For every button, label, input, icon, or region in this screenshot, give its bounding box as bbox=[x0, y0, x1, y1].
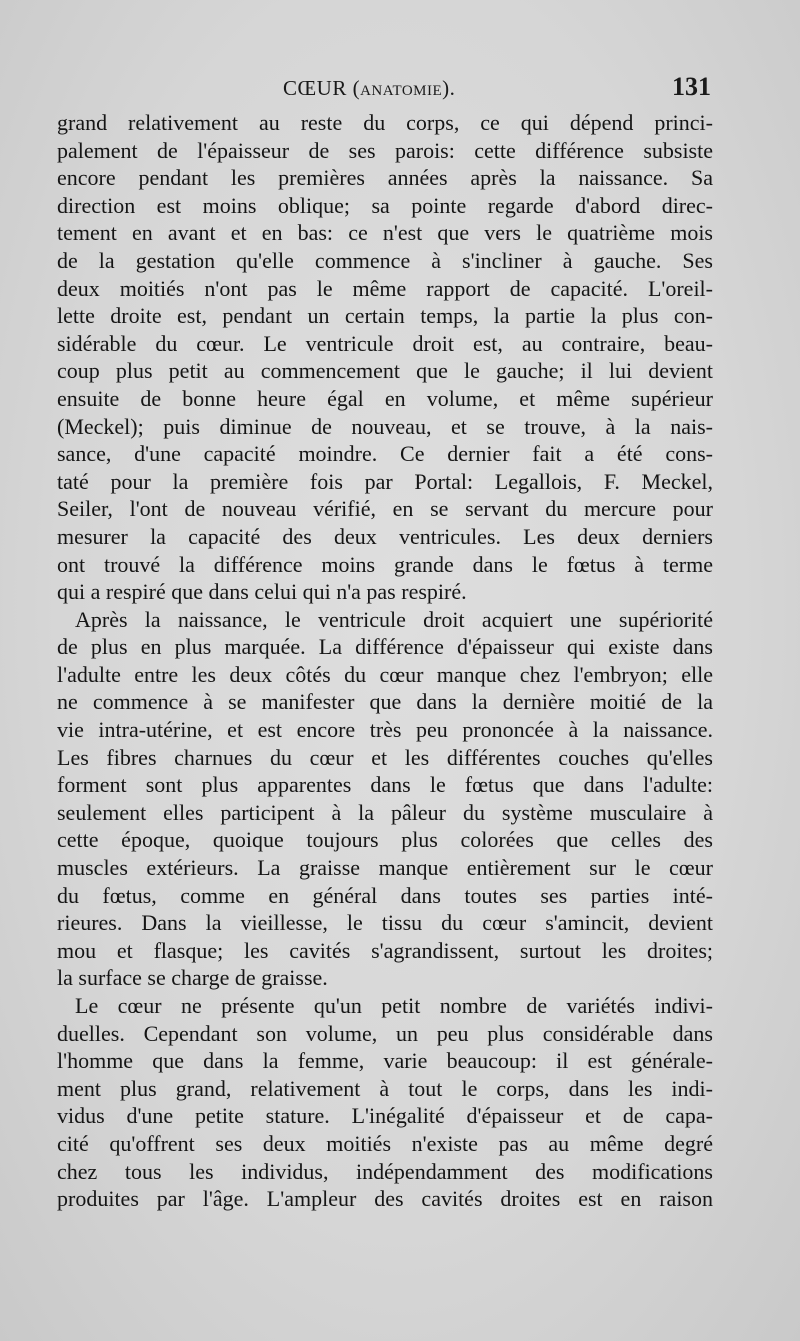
text-line: cette époque, quoique toujours plus colorées que celles des bbox=[57, 827, 713, 853]
text-line: lette droite est, pendant un certain temps, la partie la plus con- bbox=[57, 303, 713, 329]
text-line: mou et flasque; les cavités s'agrandissent, surtout les droites; bbox=[57, 937, 713, 963]
text-line: deux moitiés n'ont pas le même rapport de capacité. L'oreil- bbox=[57, 275, 713, 301]
text-line: vidus d'une petite stature. L'inégalité d'épaisseur et de capa- bbox=[57, 1103, 713, 1129]
text-line: grand relativement au reste du corps, ce qui dépend princi- bbox=[57, 110, 713, 135]
running-title-main: CŒUR bbox=[283, 76, 347, 100]
text-line: (Meckel); puis diminue de nouveau, et se trouve, à la nais- bbox=[57, 413, 713, 439]
text-line: seulement elles participent à la pâleur du système musculaire à bbox=[57, 799, 713, 825]
text-line: Les fibres charnues du cœur et les différentes couches qu'elles bbox=[57, 744, 713, 770]
text-line: direction est moins oblique; sa pointe regarde d'abord direc- bbox=[57, 192, 713, 218]
running-title-sub: (anatomie). bbox=[352, 76, 456, 100]
text-line: ont trouvé la différence moins grande dans le fœtus à terme bbox=[57, 551, 713, 577]
text-line: sidérable du cœur. Le ventricule droit est, au contraire, beau- bbox=[57, 330, 713, 356]
text-line: coup plus petit au commencement que le gauche; il lui devient bbox=[57, 358, 713, 384]
text-line: du fœtus, comme en général dans toutes ses parties inté- bbox=[57, 882, 713, 908]
text-line: Après la naissance, le ventricule droit acquiert une supériorité bbox=[75, 606, 713, 632]
text-line: rieures. Dans la vieillesse, le tissu du cœur s'amincit, devient bbox=[57, 910, 713, 936]
text-line: forment sont plus apparentes dans le fœtus que dans l'adulte: bbox=[57, 772, 713, 798]
text-line: tement en avant et en bas: ce n'est que vers le quatrième mois bbox=[57, 220, 713, 246]
text-line: de plus en plus marquée. La différence d'épaisseur qui existe dans bbox=[57, 634, 713, 660]
text-line: taté pour la première fois par Portal: Legallois, F. Meckel, bbox=[57, 468, 713, 494]
text-line: chez tous les individus, indépendamment des modifications bbox=[57, 1158, 713, 1184]
text-line: Le cœur ne présente qu'un petit nombre de variétés indivi- bbox=[75, 993, 713, 1018]
text-line: ment plus grand, relativement à tout le corps, dans les indi- bbox=[57, 1075, 713, 1101]
text-line: l'homme que dans la femme, varie beaucoup: il est générale- bbox=[57, 1048, 713, 1074]
text-line: de la gestation qu'elle commence à s'incliner à gauche. Ses bbox=[57, 247, 713, 273]
text-line: vie intra-utérine, et est encore très peu prononcée à la naissance. bbox=[57, 717, 713, 743]
body-text bbox=[57, 109, 713, 1213]
page-number: 131 bbox=[672, 72, 711, 101]
text-line: ne commence à se manifester que dans la dernière moitié de la bbox=[57, 689, 713, 715]
running-head bbox=[0, 70, 800, 110]
text-line: l'adulte entre les deux côtés du cœur manque chez l'embryon; elle bbox=[57, 661, 713, 687]
text-line: cité qu'offrent ses deux moitiés n'existe pas au même degré bbox=[57, 1130, 713, 1156]
text-line: ensuite de bonne heure égal en volume, et même supérieur bbox=[57, 385, 713, 411]
text-line: sance, d'une capacité moindre. Ce dernier fait a été cons- bbox=[57, 441, 713, 467]
text-line: palement de l'épaisseur de ses parois: cette différence subsiste bbox=[57, 137, 713, 163]
text-line: duelles. Cependant son volume, un peu plus considérable dans bbox=[57, 1020, 713, 1046]
text-line: Seiler, l'ont de nouveau vérifié, en se servant du mercure pour bbox=[57, 496, 713, 522]
text-line: la surface se charge de graisse. bbox=[57, 965, 328, 991]
running-title bbox=[283, 76, 455, 101]
text-line: muscles extérieurs. La graisse manque entièrement sur le cœur bbox=[57, 855, 713, 881]
text-line: produites par l'âge. L'ampleur des cavités droites est en raison bbox=[57, 1186, 713, 1212]
text-line: encore pendant les premières années après la naissance. Sa bbox=[57, 165, 713, 191]
text-line: qui a respiré que dans celui qui n'a pas respiré. bbox=[57, 579, 467, 605]
text-line: mesurer la capacité des deux ventricules. Les deux derniers bbox=[57, 523, 713, 549]
